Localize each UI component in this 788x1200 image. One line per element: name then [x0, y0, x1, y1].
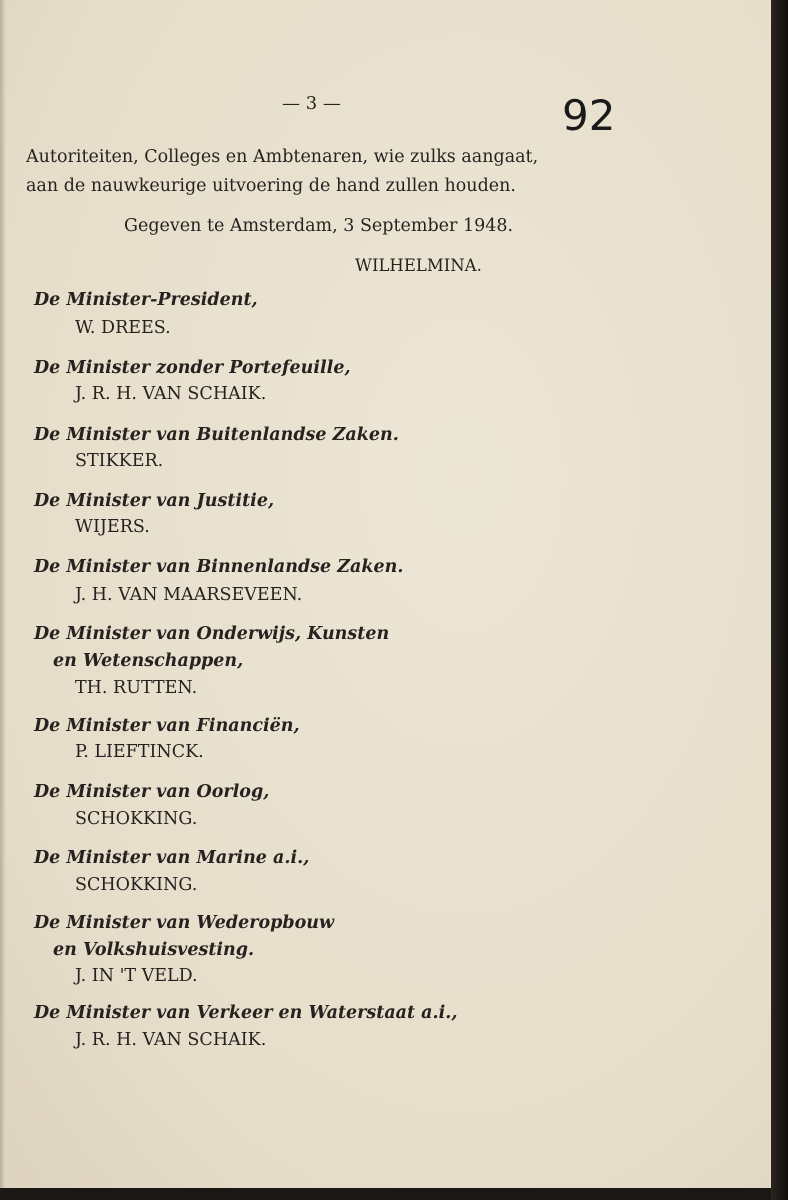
- minister-name: J. R. H. VAN SCHAIK.: [75, 1030, 267, 1050]
- minister-name: SCHOKKING.: [75, 809, 198, 829]
- minister-title-continued: en Wetenschappen,: [53, 651, 244, 671]
- minister-title: De Minister van Onderwijs, Kunsten: [34, 624, 390, 644]
- page-number: — 3 —: [282, 93, 341, 114]
- minister-name: SCHOKKING.: [75, 875, 198, 895]
- minister-title: De Minister van Verkeer en Waterstaat a.i.,: [34, 1003, 458, 1023]
- minister-title: De Minister van Marine a.i.,: [34, 848, 310, 868]
- minister-title: De Minister van Financiën,: [34, 716, 300, 736]
- minister-name: P. LIEFTINCK.: [75, 742, 204, 762]
- minister-title: De Minister van Binnenlandse Zaken.: [34, 557, 404, 577]
- royal-signature: WILHELMINA.: [355, 256, 482, 275]
- minister-title: De Minister van Justitie,: [34, 491, 275, 511]
- page-edge-shadow: [771, 0, 788, 1200]
- minister-title: De Minister zonder Portefeuille,: [34, 358, 351, 378]
- minister-name: STIKKER.: [75, 451, 164, 471]
- minister-title: De Minister van Buitenlandse Zaken.: [34, 425, 399, 445]
- minister-name: W. DREES.: [75, 318, 171, 338]
- archive-stamp-number: 92: [562, 91, 616, 140]
- page-spine: [0, 0, 6, 1188]
- minister-name: J. R. H. VAN SCHAIK.: [75, 384, 267, 404]
- minister-name: TH. RUTTEN.: [75, 678, 198, 698]
- date-line: Gegeven te Amsterdam, 3 September 1948.: [124, 216, 514, 236]
- minister-title-continued: en Volkshuisvesting.: [53, 940, 255, 960]
- minister-title: De Minister-President,: [34, 290, 258, 310]
- minister-name: J. IN 'T VELD.: [75, 966, 198, 986]
- body-text-line: aan de nauwkeurige uitvoering de hand zullen houden.: [26, 176, 516, 196]
- minister-name: WIJERS.: [75, 517, 150, 537]
- minister-name: J. H. VAN MAARSEVEEN.: [75, 585, 303, 605]
- minister-title: De Minister van Wederopbouw: [34, 913, 335, 933]
- body-text-line: Autoriteiten, Colleges en Ambtenaren, wie zulks aangaat,: [26, 147, 539, 167]
- minister-title: De Minister van Oorlog,: [34, 782, 270, 802]
